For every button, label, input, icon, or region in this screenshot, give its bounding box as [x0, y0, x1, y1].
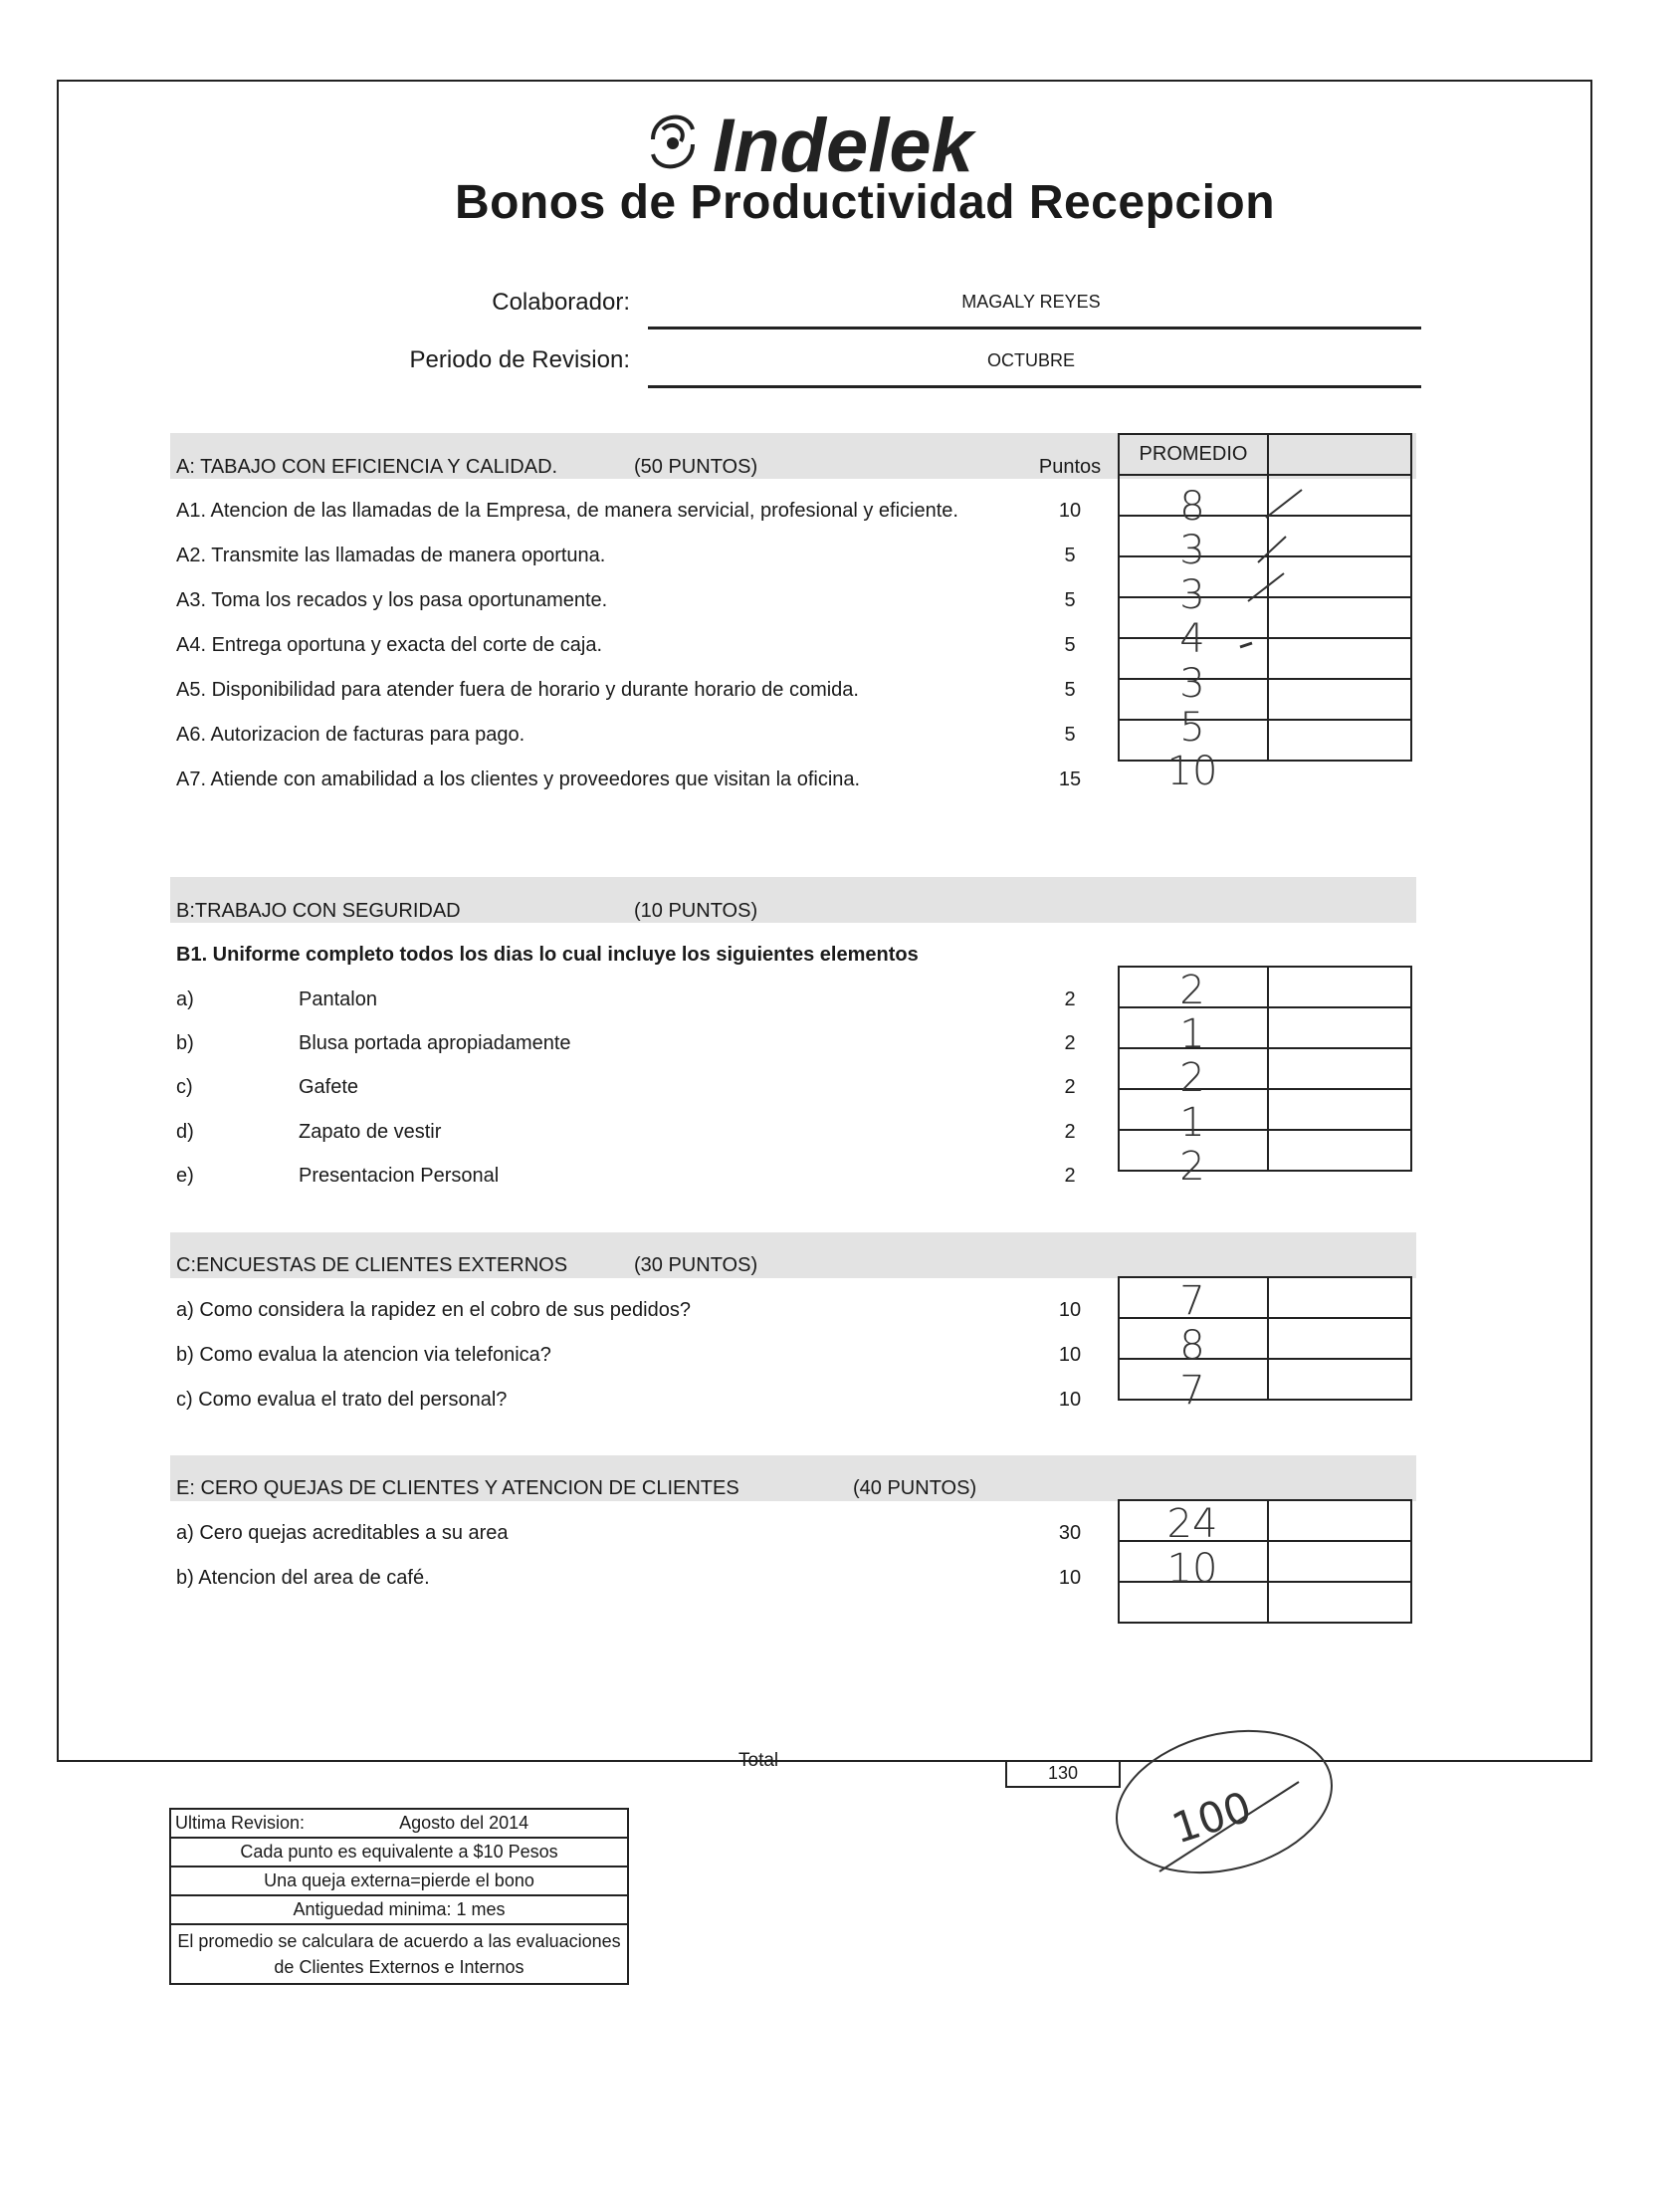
- item-b-letter: a): [176, 988, 194, 1010]
- item-b-letter: e): [176, 1165, 194, 1187]
- score-b-b: 1: [1179, 1011, 1205, 1057]
- score-b-d: 1: [1179, 1100, 1205, 1146]
- score-a5: 3: [1179, 661, 1205, 707]
- points-a6: 5: [1064, 724, 1076, 746]
- item-a3: A3. Toma los recados y los pasa oportunamente.: [176, 589, 608, 611]
- item-b-label: Pantalon: [299, 988, 377, 1010]
- note-line: El promedio se calculara de acuerdo a las evaluaciones de Clientes Externos e Internos: [170, 1924, 628, 1984]
- points-b-a: 2: [1064, 988, 1076, 1010]
- points-b-d: 2: [1064, 1121, 1076, 1143]
- points-b-c: 2: [1064, 1076, 1076, 1098]
- points-a3: 5: [1064, 589, 1076, 611]
- item-b-letter: c): [176, 1076, 193, 1098]
- points-c-b: 10: [1058, 1344, 1082, 1366]
- score-c-a: 7: [1179, 1278, 1205, 1324]
- points-a1: 10: [1058, 500, 1082, 522]
- promedio-header: PROMEDIO: [1119, 434, 1268, 475]
- handwritten-total-circle: [1100, 1697, 1349, 1906]
- note-line: Cada punto es equivalente a $10 Pesos: [170, 1838, 628, 1867]
- points-a7: 15: [1058, 769, 1082, 790]
- note-line: Antiguedad minima: 1 mes: [170, 1895, 628, 1924]
- section-a-points: (50 PUNTOS): [634, 456, 758, 478]
- item-a1: A1. Atencion de las llamadas de la Empresa, de manera servicial, profesional y eficiente.: [176, 500, 958, 522]
- periodo-underline: [648, 385, 1421, 388]
- points-e-a: 30: [1058, 1522, 1082, 1544]
- total-label: Total: [738, 1750, 779, 1771]
- ultima-revision-label: Ultima Revision:: [175, 1813, 306, 1833]
- item-a2: A2. Transmite las llamadas de manera oportuna.: [176, 545, 606, 566]
- points-a2: 5: [1064, 545, 1076, 566]
- check-mark-icon: [1236, 623, 1276, 657]
- note-line: Una queja externa=pierde el bono: [170, 1867, 628, 1895]
- points-c-c: 10: [1058, 1389, 1082, 1411]
- check-mark-icon: [1246, 571, 1286, 605]
- puntos-header: Puntos: [1038, 456, 1102, 478]
- colaborador-label: Colaborador:: [492, 289, 630, 316]
- section-e-points: (40 PUNTOS): [853, 1477, 977, 1499]
- score-b-c: 2: [1179, 1055, 1205, 1101]
- check-mark-icon: [1264, 488, 1304, 522]
- section-e-title: E: CERO QUEJAS DE CLIENTES Y ATENCION DE CLIENTES: [176, 1477, 739, 1499]
- section-b-title: B:TRABAJO CON SEGURIDAD: [176, 900, 461, 922]
- item-e-b: b) Atencion del area de café.: [176, 1567, 430, 1589]
- score-b-e: 2: [1179, 1144, 1205, 1190]
- total-value: 130: [1005, 1760, 1121, 1788]
- item-b-letter: d): [176, 1121, 194, 1143]
- score-a7: 10: [1166, 749, 1218, 794]
- grid-cell: [1268, 434, 1411, 475]
- points-a5: 5: [1064, 679, 1076, 701]
- item-a5: A5. Disponibilidad para atender fuera de horario y durante horario de comida.: [176, 679, 859, 701]
- score-e-a: 24: [1166, 1501, 1218, 1547]
- item-b-label: Presentacion Personal: [299, 1165, 500, 1187]
- score-a3: 3: [1179, 572, 1205, 618]
- notes-box: [169, 1808, 629, 1985]
- section-a-title: A: TABAJO CON EFICIENCIA Y CALIDAD.: [176, 456, 558, 478]
- section-b-subtitle: B1. Uniforme completo todos los dias lo cual incluye los siguientes elementos: [176, 944, 919, 966]
- score-a6: 5: [1179, 705, 1205, 751]
- section-c-points: (30 PUNTOS): [634, 1254, 758, 1276]
- points-e-b: 10: [1058, 1567, 1082, 1589]
- handwritten-total: 100: [1165, 1782, 1258, 1854]
- score-a2: 3: [1179, 528, 1205, 573]
- colaborador-underline: [648, 327, 1421, 329]
- page-title: Bonos de Productividad Recepcion: [454, 176, 1276, 229]
- colaborador-value: MAGALY REYES: [961, 292, 1101, 312]
- item-e-a: a) Cero quejas acreditables a su area: [176, 1522, 509, 1544]
- points-b-b: 2: [1064, 1032, 1076, 1054]
- item-c-c: c) Como evalua el trato del personal?: [176, 1389, 508, 1411]
- score-a1: 8: [1179, 484, 1205, 530]
- item-b-label: Blusa portada apropiadamente: [299, 1032, 571, 1054]
- periodo-value: OCTUBRE: [986, 350, 1075, 370]
- swirl-logo-icon: [653, 117, 693, 167]
- score-c-c: 7: [1179, 1368, 1205, 1414]
- points-c-a: 10: [1058, 1299, 1082, 1321]
- item-a4: A4. Entrega oportuna y exacta del corte de caja.: [176, 634, 603, 656]
- item-b-label: Gafete: [299, 1076, 359, 1098]
- item-c-a: a) Como considera la rapidez en el cobro de sus pedidos?: [176, 1299, 691, 1321]
- section-b-points: (10 PUNTOS): [634, 900, 758, 922]
- notes-ultima-row: [170, 1809, 628, 1838]
- item-c-b: b) Como evalua la atencion via telefonica?: [176, 1344, 551, 1366]
- item-a6: A6. Autorizacion de facturas para pago.: [176, 724, 525, 746]
- item-b-label: Zapato de vestir: [299, 1121, 442, 1143]
- score-b-a: 2: [1179, 968, 1205, 1013]
- periodo-label: Periodo de Revision:: [409, 346, 630, 373]
- points-b-e: 2: [1064, 1165, 1076, 1187]
- brand-wordmark: Indelek: [713, 104, 973, 188]
- score-e-b: 10: [1166, 1546, 1218, 1592]
- score-a4: 4: [1179, 616, 1205, 662]
- item-a7: A7. Atiende con amabilidad a los clientes y proveedores que visitan la oficina.: [176, 769, 861, 790]
- section-c-title: C:ENCUESTAS DE CLIENTES EXTERNOS: [176, 1254, 568, 1276]
- ultima-revision-value: Agosto del 2014: [399, 1813, 529, 1833]
- check-mark-icon: [1256, 533, 1296, 566]
- points-a4: 5: [1064, 634, 1076, 656]
- score-c-b: 8: [1179, 1323, 1205, 1369]
- item-b-letter: b): [176, 1032, 194, 1054]
